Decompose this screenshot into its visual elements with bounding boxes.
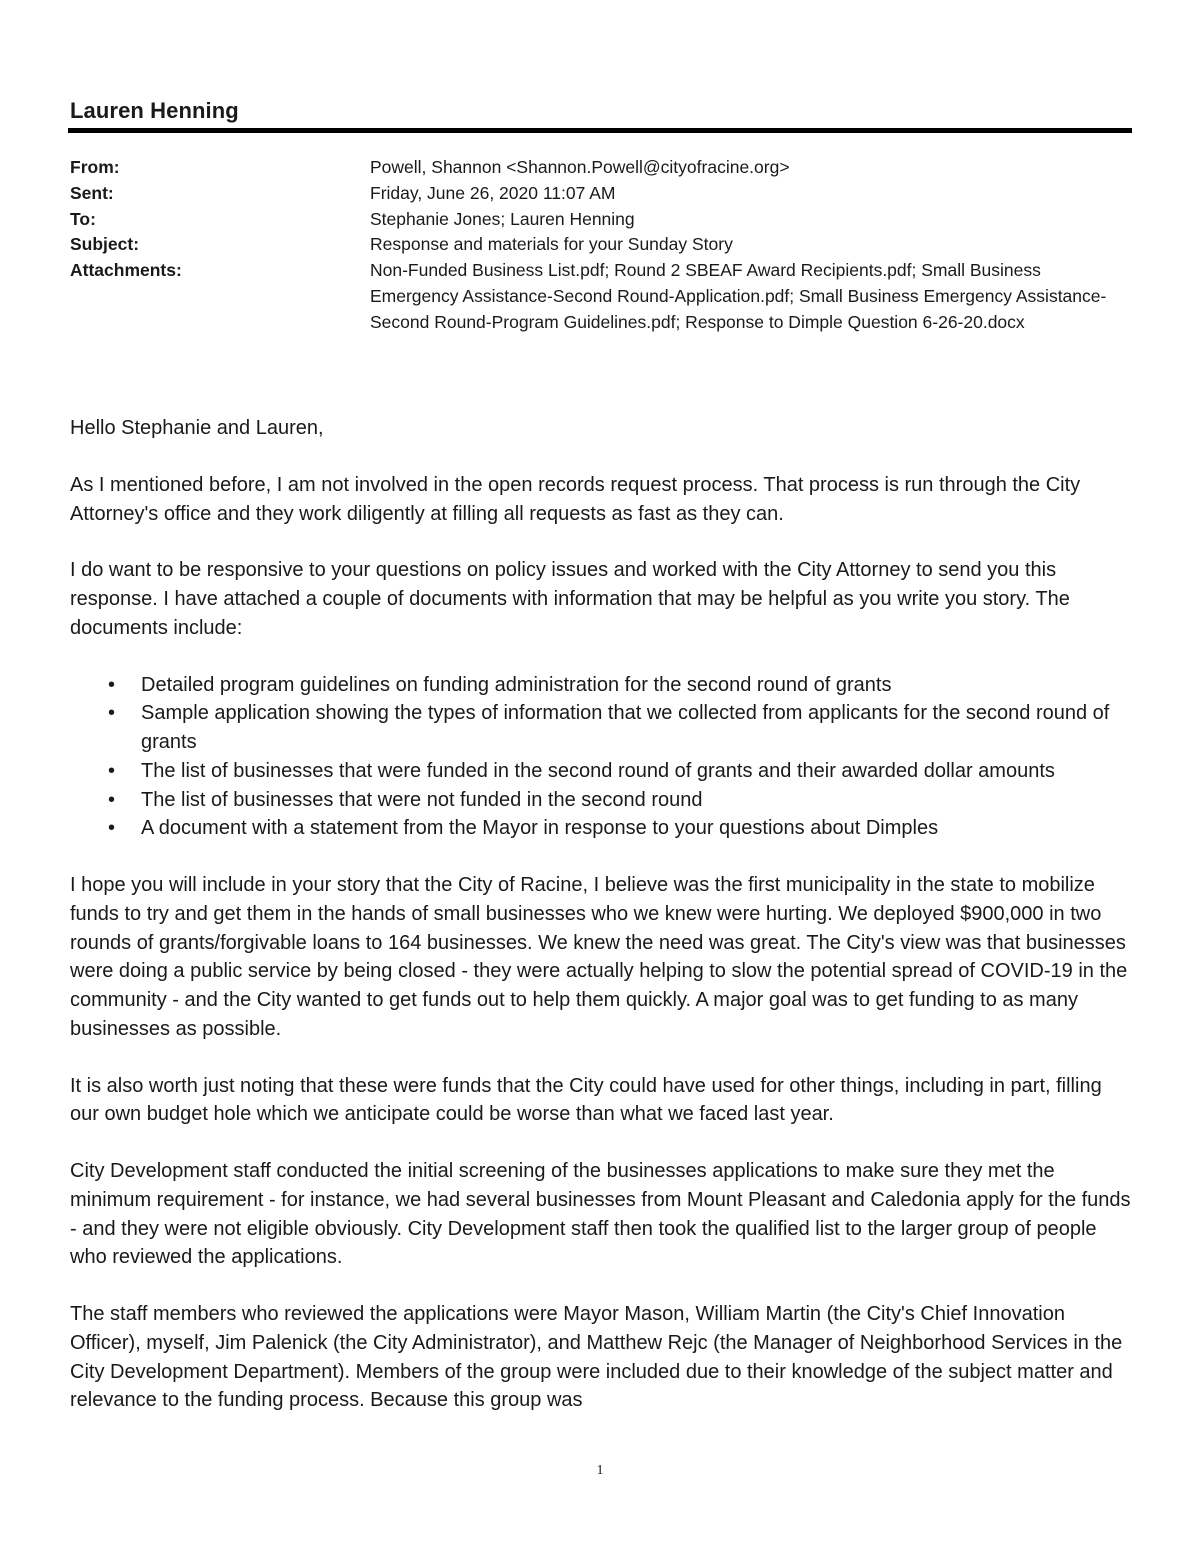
paragraph-5: City Development staff conducted the initial screening of the businesses applications to make sure they met the minimum requirement - for instance, we had several businesses from Mount Pleasant and Caledonia apply for the funds - and they were not eligible obviously. City Development staff then took the qualified list to the larger group of people who reviewed the applications. xyxy=(70,1160,1131,1269)
attachments-row xyxy=(70,258,1132,335)
to-row xyxy=(70,207,1132,233)
list-item xyxy=(70,814,1132,843)
subject-value: Response and materials for your Sunday Story xyxy=(370,234,733,255)
paragraph-1: As I mentioned before, I am not involved in the open records request process. That process is run through the City Attorney's office and they work diligently at filling all requests as fast as they can. xyxy=(70,473,1081,525)
bullet-icon: • xyxy=(108,788,116,811)
attachments-label: Attachments: xyxy=(70,260,182,281)
email-header xyxy=(70,155,1132,336)
subject-row xyxy=(70,232,1132,258)
bullet-icon: • xyxy=(108,817,116,840)
sent-value: Friday, June 26, 2020 11:07 AM xyxy=(370,182,616,203)
bullet-icon: • xyxy=(108,702,116,725)
list-item xyxy=(70,786,1132,815)
bullet-icon: • xyxy=(108,759,116,782)
sent-row xyxy=(70,181,1132,207)
paragraph-6: The staff members who reviewed the applications were Mayor Mason, William Martin (the City's Chief Innovation Officer), myself, Jim Palenick (the City Administrator), and Matthew Rejc (the Manager of Neighborhood Services in the City Development Department). Members of the group were included due to their knowledge of the subject matter and relevance to the funding process. Because this group was xyxy=(70,1303,1123,1412)
list-item xyxy=(70,671,1132,700)
greeting: Hello Stephanie and Lauren, xyxy=(70,417,324,439)
subject-label: Subject: xyxy=(70,234,140,255)
bullet-icon: • xyxy=(108,673,116,696)
page-number: 1 xyxy=(596,1463,604,1478)
paragraph-2: I do want to be responsive to your questions on policy issues and worked with the City Attorney to send you this response. I have attached a couple of documents with information that may be helpful as you write you story. The documents include: xyxy=(70,559,1070,639)
to-value: Stephanie Jones; Lauren Henning xyxy=(370,208,635,229)
from-value: Powell, Shannon <Shannon.Powell@cityofracine.org> xyxy=(370,157,790,177)
list-item xyxy=(70,699,1132,756)
list-item-text: Detailed program guidelines on funding administration for the second round of grants xyxy=(141,673,892,696)
list-item-text: Sample application showing the types of information that we collected from applicants for the second round of grants xyxy=(141,702,1110,754)
mailbox-owner-name: Lauren Henning xyxy=(70,98,239,123)
paragraph-3: I hope you will include in your story that the City of Racine, I believe was the first municipality in the state to mobilize funds to try and get them in the hands of small businesses who we knew were hurting. We deployed $900,000 in two rounds of grants/forgivable loans to 164 businesses. We knew the need was great. The City's view was that businesses were doing a public service by being closed - they were actually helping to slow the potential spread of COVID-19 in the community - and the City wanted to get funds out to help them quickly. A major goal was to get funding to as many businesses as possible. xyxy=(70,874,1128,1040)
list-item-text: The list of businesses that were not funded in the second round xyxy=(141,788,703,811)
to-label: To: xyxy=(70,208,96,229)
list-item-text: A document with a statement from the Mayor in response to your questions about Dimples xyxy=(141,817,939,840)
documents-list xyxy=(70,671,1132,843)
header-divider xyxy=(68,128,1132,133)
attachments-value: Non-Funded Business List.pdf; Round 2 SBEAF Award Recipients.pdf; Small Business Emergency Assistance-Second Round-Application.pdf; Small Business Emergency Assistance-Second Round-Program Guidelines.pdf; Response to Dimple Question 6-26-20.docx xyxy=(370,260,1107,332)
from-label: From: xyxy=(70,157,120,177)
paragraph-4: It is also worth just noting that these were funds that the City could have used for other things, including in part, filling our own budget hole which we anticipate could be worse than what we faced last year. xyxy=(70,1074,1102,1126)
list-item-text: The list of businesses that were funded in the second round of grants and their awarded dollar amounts xyxy=(141,759,1055,782)
list-item xyxy=(70,757,1132,786)
email-body xyxy=(70,414,1132,1443)
sent-label: Sent: xyxy=(70,182,114,203)
from-row xyxy=(70,155,1132,181)
